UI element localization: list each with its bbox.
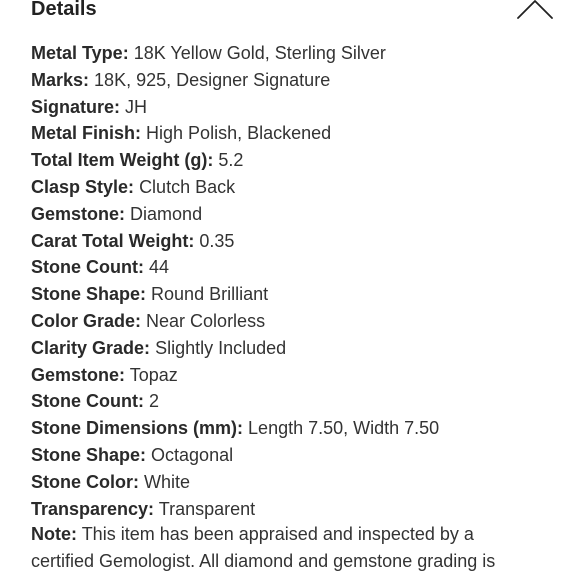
detail-label: Clarity Grade: [31, 337, 151, 358]
detail-row [31, 442, 566, 469]
detail-label: Metal Type: [31, 43, 129, 63]
detail-value: 18K, 925, Designer Signature [94, 69, 331, 90]
detail-label: Marks: [31, 69, 90, 90]
chevron-up-icon[interactable] [514, 0, 556, 22]
note-line-1 [31, 521, 566, 548]
detail-row [31, 469, 566, 496]
detail-label: Stone Color: [31, 471, 139, 492]
detail-row [31, 94, 566, 121]
detail-value: Round Brilliant [151, 284, 269, 305]
detail-row [31, 281, 566, 308]
detail-label: Stone Dimensions (mm): [31, 418, 244, 439]
detail-row [31, 147, 566, 174]
detail-value: 18K Yellow Gold, Sterling Silver [133, 43, 386, 63]
note-line-2: certified Gemologist. All diamond and gemstone grading is [31, 551, 496, 571]
detail-value: Clutch Back [139, 176, 236, 197]
detail-label: Color Grade: [31, 310, 142, 331]
detail-value: 44 [149, 257, 170, 278]
detail-label: Signature: [31, 96, 121, 117]
detail-row [31, 362, 566, 389]
details-list [31, 40, 566, 522]
detail-value: 2 [149, 391, 160, 412]
detail-row [31, 201, 566, 228]
detail-value: 5.2 [218, 150, 244, 171]
detail-row [31, 67, 566, 94]
detail-label: Stone Shape: [31, 444, 147, 465]
detail-label: Stone Shape: [31, 284, 147, 305]
detail-value: Octagonal [151, 444, 234, 465]
detail-value: Slightly Included [155, 337, 287, 358]
note [31, 521, 566, 575]
detail-row [31, 415, 566, 442]
detail-row [31, 388, 566, 415]
detail-row [31, 228, 566, 255]
detail-row [31, 496, 566, 523]
detail-label: Metal Finish: [31, 123, 142, 144]
detail-label: Carat Total Weight: [31, 230, 195, 251]
section-title: Details [31, 0, 97, 20]
detail-row [31, 335, 566, 362]
detail-label: Gemstone: [31, 203, 126, 224]
detail-label: Total Item Weight (g): [31, 150, 214, 171]
detail-row [31, 174, 566, 201]
detail-value: Diamond [130, 203, 203, 224]
detail-row [31, 254, 566, 281]
detail-value: Length 7.50, Width 7.50 [248, 418, 440, 439]
detail-value: Near Colorless [146, 310, 266, 331]
detail-label: Transparency: [31, 498, 155, 519]
detail-value: Topaz [129, 364, 178, 385]
detail-row [31, 120, 566, 147]
detail-label: Clasp Style: [31, 176, 135, 197]
detail-value: JH [125, 96, 148, 117]
detail-row [31, 40, 566, 67]
detail-value: Transparent [158, 498, 256, 519]
detail-row [31, 308, 566, 335]
note-text-1: This item has been appraised and inspected by a [81, 524, 474, 544]
note-label: Note: [31, 524, 77, 544]
detail-value: 0.35 [199, 230, 235, 251]
detail-label: Stone Count: [31, 257, 144, 278]
detail-label: Gemstone: [31, 364, 126, 385]
detail-value: High Polish, Blackened [146, 123, 332, 144]
details-header[interactable] [0, 0, 580, 26]
detail-label: Stone Count: [31, 391, 144, 412]
detail-value: White [144, 471, 191, 492]
